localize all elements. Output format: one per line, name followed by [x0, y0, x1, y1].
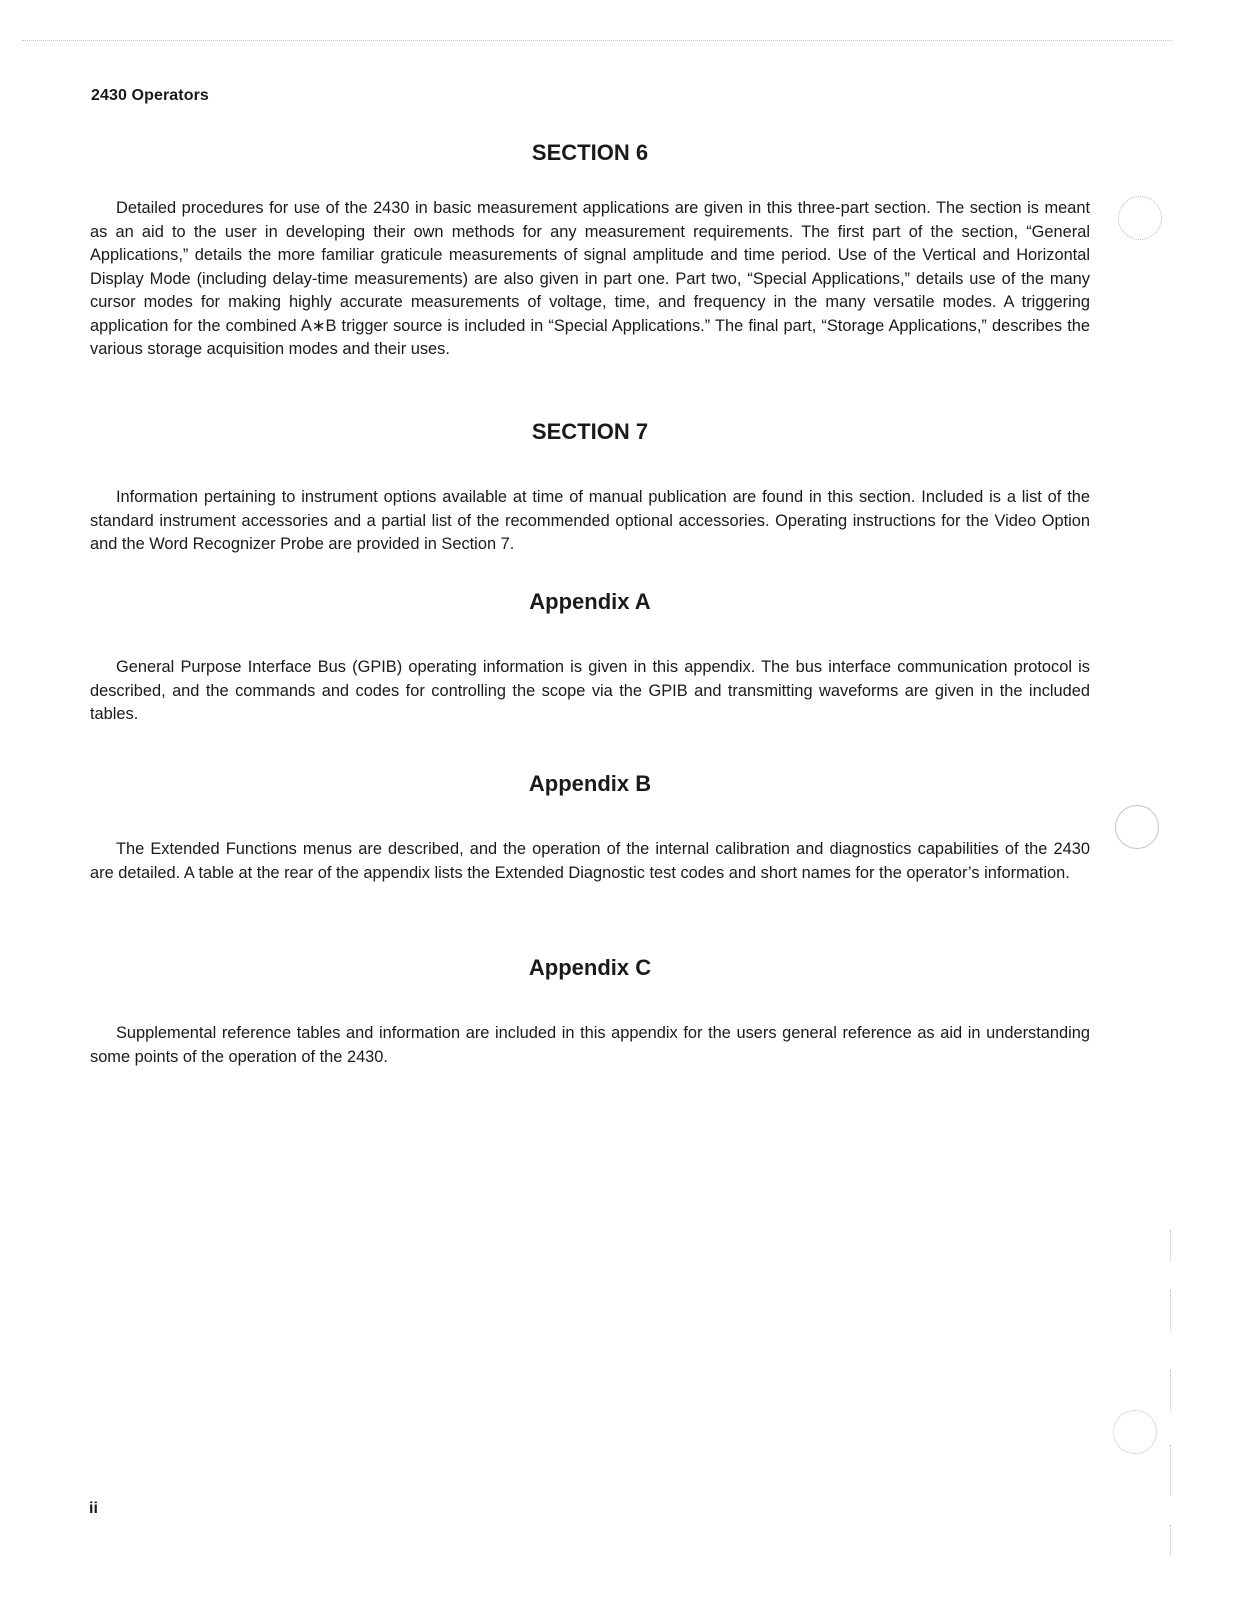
section-heading: Appendix A [529, 589, 651, 614]
binder-hole [1115, 805, 1159, 849]
appendix-b [90, 770, 1090, 885]
section-heading: SECTION 6 [531, 140, 649, 165]
page-number: ii [89, 1500, 98, 1517]
appendix-c [90, 954, 1090, 1069]
scan-edge-mark [1170, 1230, 1171, 1260]
binder-hole [1113, 1410, 1157, 1454]
section-body: Supplemental reference tables and information are included in this appendix for the users general reference as aid in understanding some points of the operation of the 2430. [90, 1024, 1090, 1066]
section-7 [90, 418, 1090, 557]
binder-hole [1118, 196, 1162, 240]
scan-edge-mark [1170, 1525, 1171, 1555]
section-body: Information pertaining to instrument options available at time of manual publication are found in this section. Included is a list of the standard instrument accessories and a partial list of the recommended optional accessories. Operating instructions for the Video Option and the Word Recognizer Probe are provided in Section 7. [90, 488, 1090, 553]
scan-edge-mark [1170, 1445, 1171, 1495]
running-head: 2430 Operators [91, 87, 209, 104]
appendix-a [90, 588, 1090, 727]
section-heading: Appendix B [528, 771, 652, 796]
section-heading: Appendix C [528, 955, 652, 980]
section-body: The Extended Functions menus are described, and the operation of the internal calibration and diagnostics capabilities of the 2430 are detailed. A table at the rear of the appendix lists the Extended Diagnostic test codes and short names for the operator’s information. [90, 840, 1090, 882]
section-body: Detailed procedures for use of the 2430 in basic measurement applications are given in this three-part section. The section is meant as an aid to the user in developing their own methods for any measurement requirements. The first part of the section, “General Applications,” details the more familiar graticule measurements of signal amplitude and time period. Use of the Vertical and Horizontal Display Mode (including delay-time measurements) are also given in part one. Part two, “Special Applications,” details use of the many cursor modes for making highly accurate measurements of voltage, time, and frequency in the many versatile modes. A triggering application for the combined A∗B trigger source is included in “Special Applications.” The final part, “Storage Applications,” describes the various storage acquisition modes and their uses. [90, 199, 1090, 358]
section-6 [90, 139, 1090, 362]
top-scan-border [22, 40, 1172, 41]
scan-edge-mark [1170, 1370, 1171, 1410]
scan-edge-mark [1170, 1290, 1171, 1330]
section-body: General Purpose Interface Bus (GPIB) operating information is given in this appendix. The bus interface communication protocol is described, and the commands and codes for controlling the scope via the GPIB and transmitting waveforms are given in the included tables. [90, 658, 1090, 723]
section-heading: SECTION 7 [531, 419, 649, 444]
